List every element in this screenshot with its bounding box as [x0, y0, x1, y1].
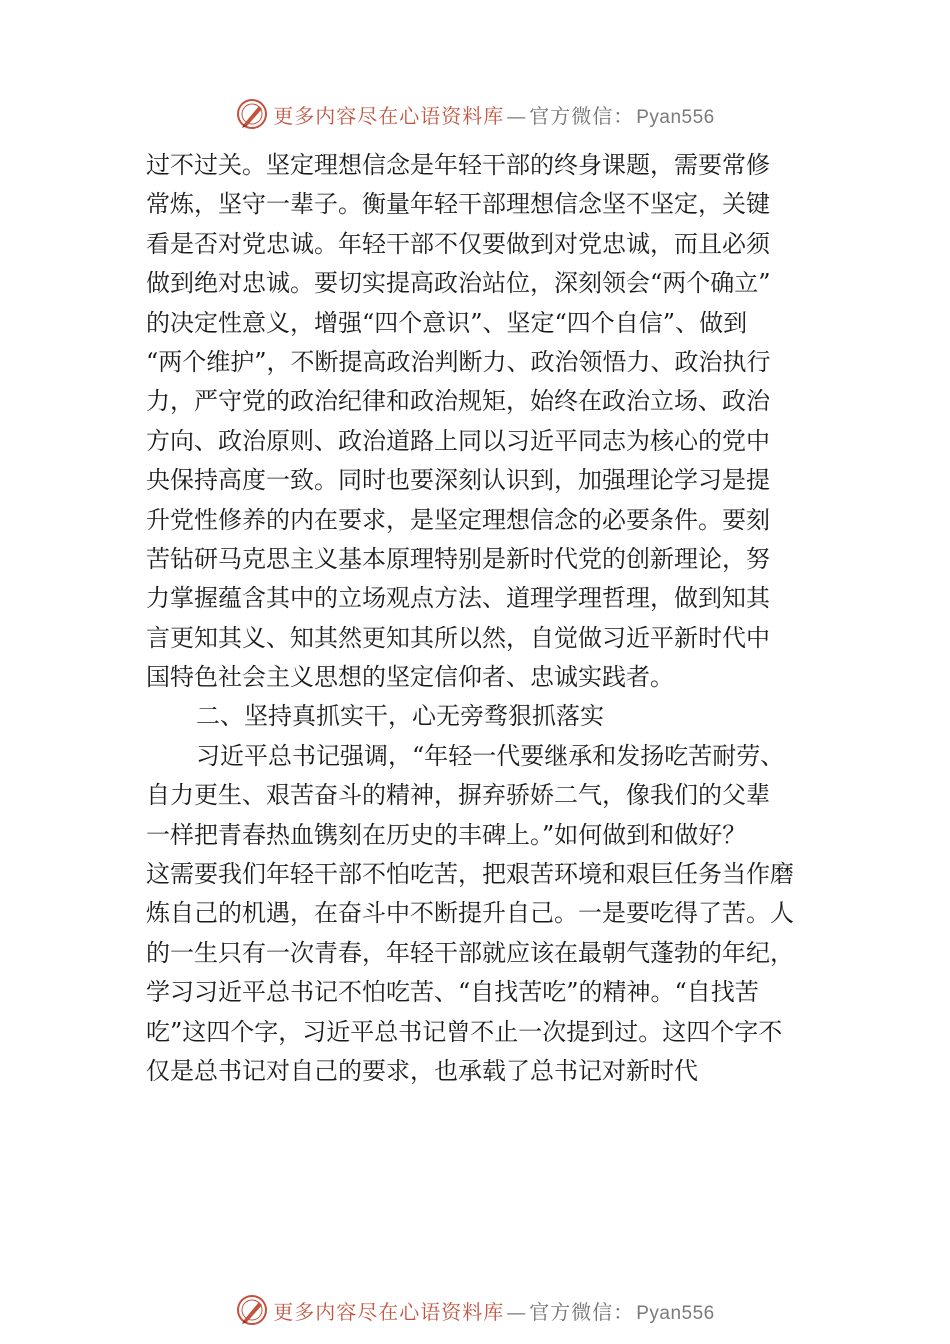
text-line: 升党性修养的内在要求，是坚定理想信念的必要条件。要刻 — [146, 505, 770, 534]
text-line: 常炼，坚守一辈子。衡量年轻干部理想信念坚不坚定，关键 — [146, 190, 770, 219]
banner-wechat-id: Pyan556 — [636, 1302, 715, 1324]
banner-separator: — — [506, 103, 528, 128]
section-heading: 二、坚持真抓实干，心无旁骛狠抓落实 — [196, 702, 604, 731]
text-line: 的决定性意义，增强“四个意识”、坚定“四个自信”、做到 — [146, 308, 748, 337]
text-line: 自力更生、艰苦奋斗的精神，摒弃骄娇二气，像我们的父辈 — [146, 781, 770, 810]
text-line: 看是否对党忠诚。年轻干部不仅要做到对党忠诚，而且必须 — [146, 229, 770, 258]
text-line: 学习习近平总书记不怕吃苦、“自找苦吃”的精神。“自找苦 — [146, 978, 759, 1007]
text-line: 力，严守党的政治纪律和政治规矩，始终在政治立场、政治 — [146, 387, 770, 416]
banner-left-text: 更多内容尽在心语资料库 — [273, 1299, 505, 1324]
text-line: 做到绝对忠诚。要切实提高政治站位，深刻领会“两个确立” — [146, 269, 771, 298]
document-body — [146, 146, 816, 1091]
text-line: 炼自己的机遇，在奋斗中不断提升自己。一是要吃得了苦。人 — [146, 899, 794, 928]
text-line: 吃”这四个字，习近平总书记曾不止一次提到过。这四个字不 — [146, 1017, 783, 1046]
text-line: 过不过关。坚定理想信念是年轻干部的终身课题，需要常修 — [146, 151, 770, 179]
pen-logo-icon — [235, 97, 269, 131]
banner-separator: — — [506, 1299, 528, 1324]
pen-logo-icon — [235, 1293, 269, 1327]
text-line: 仅是总书记对自己的要求，也承载了总书记对新时代 — [146, 1056, 698, 1085]
text-line: 言更知其义、知其然更知其所以然，自觉做习近平新时代中 — [146, 623, 770, 652]
text-line: 力掌握蕴含其中的立场观点方法、道理学理哲理，做到知其 — [146, 584, 770, 613]
text-line: 国特色社会主义思想的坚定信仰者、忠诚实践者。 — [146, 663, 674, 692]
text-line: 的一生只有一次青春，年轻干部就应该在最朝气蓬勃的年纪， — [146, 938, 794, 967]
footer-watermark-banner — [0, 1288, 950, 1332]
text-line: 央保持高度一致。同时也要深刻认识到，加强理论学习是提 — [146, 466, 770, 495]
text-line: 一样把青春热血镌刻在历史的丰碑上。”如何做到和做好？ — [146, 820, 747, 849]
banner-right-text: 官方微信： — [529, 1299, 635, 1324]
banner-wechat-id: Pyan556 — [636, 106, 715, 128]
header-watermark-banner — [0, 92, 950, 136]
text-line: “两个维护”，不断提高政治判断力、政治领悟力、政治执行 — [146, 347, 771, 376]
text-line: 习近平总书记强调，“年轻一代要继承和发扬吃苦耐劳、 — [196, 741, 785, 770]
banner-right-text: 官方微信： — [529, 103, 635, 128]
text-line: 苦钻研马克思主义基本原理特别是新时代党的创新理论，努 — [146, 544, 770, 573]
text-line: 方向、政治原则、政治道路上同以习近平同志为核心的党中 — [146, 426, 770, 455]
banner-left-text: 更多内容尽在心语资料库 — [273, 103, 505, 128]
text-line: 这需要我们年轻干部不怕吃苦，把艰苦环境和艰巨任务当作磨 — [146, 860, 794, 889]
